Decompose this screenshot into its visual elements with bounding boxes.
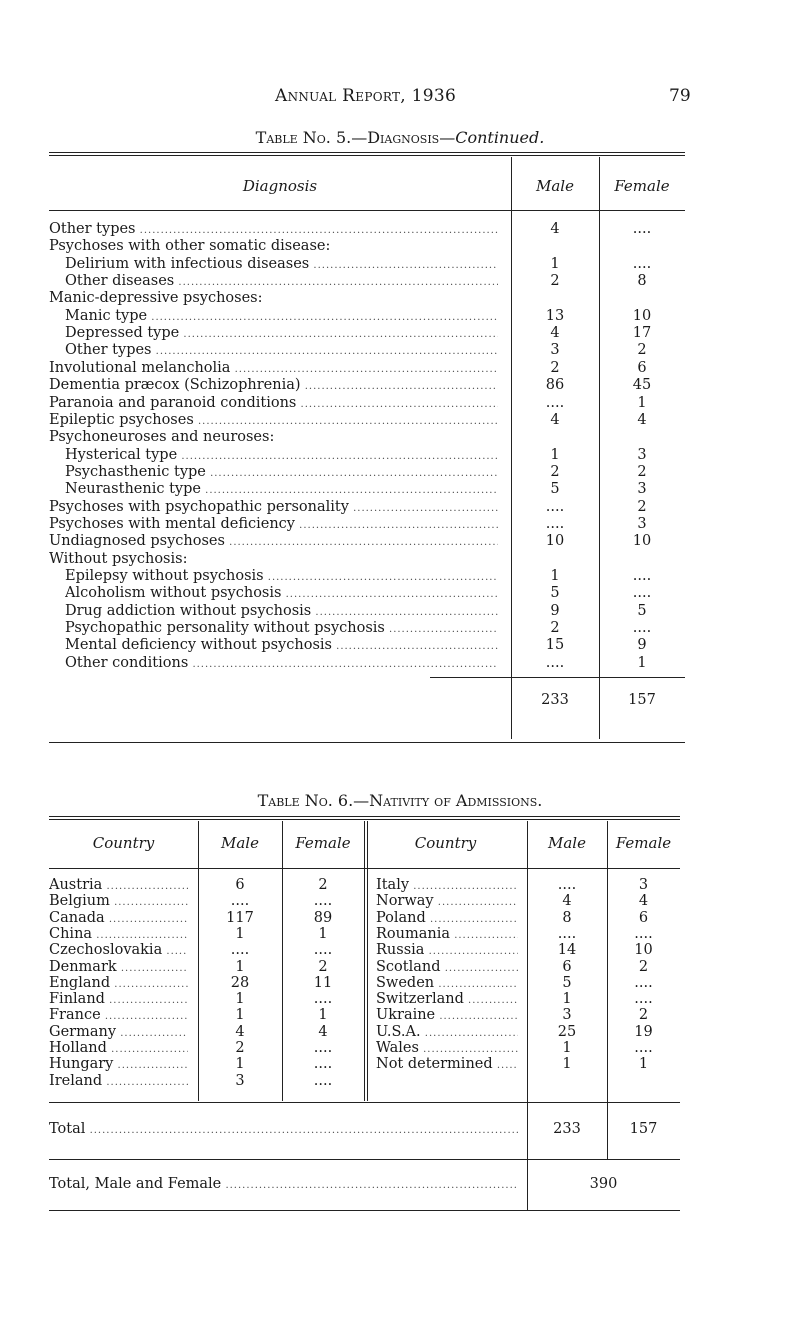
- table5-row-label: Hysterical type .....: [65, 447, 498, 465]
- table6-right-male: 5: [562, 975, 572, 991]
- table6-right-female: 2: [638, 959, 649, 975]
- table6-left-male: 6: [235, 877, 245, 893]
- table5-row-label: Epileptic psychoses .....: [49, 412, 498, 430]
- table5-row-female: 17: [632, 325, 652, 341]
- table5-caption-suffix: Continued.: [455, 128, 545, 147]
- table5-row-female: 1: [637, 395, 647, 411]
- table5-row-label: Psychopathic personality without psychosis .....: [65, 620, 498, 638]
- table5-total-rule: [430, 677, 685, 678]
- table5-top-rule: [49, 152, 685, 153]
- table6-grand-rule: [49, 1159, 680, 1160]
- table5-row-female: 2: [637, 499, 647, 515]
- table5-row-female: 3: [637, 447, 647, 463]
- table6-right-country: Not determined .....: [376, 1056, 518, 1074]
- table5-row-label: Depressed type .....: [65, 325, 498, 343]
- table5-row-male: 4: [550, 221, 560, 237]
- table6-left-male: 1: [235, 959, 245, 975]
- table5-header-diagnosis: Diagnosis: [242, 177, 318, 195]
- table6-left-country: Finland .....: [49, 991, 188, 1009]
- table6-left-male: 1: [235, 926, 245, 942]
- table6-left-male: 117: [226, 910, 254, 926]
- table5-row-male: 2: [550, 620, 560, 636]
- table5-row-label: Psychoses with psychopathic personality .....: [49, 499, 498, 517]
- table5-row-female: 2: [637, 464, 647, 480]
- table6-caption: Table No. 6.—Nativity of Admissions.: [257, 791, 543, 810]
- table6-right-female: 3: [638, 877, 649, 893]
- table6-right-male: 8: [562, 910, 572, 926]
- table6-right-country: U.S.A. .....: [376, 1024, 518, 1042]
- table6-left-country: Hungary .....: [49, 1056, 188, 1074]
- table5-row-male: ....: [545, 516, 565, 532]
- table6-left-female: ....: [313, 942, 333, 958]
- table6-left-country: Canada .....: [49, 910, 188, 928]
- table5-row-label: Psychoses with other somatic disease:: [49, 238, 331, 254]
- table6-left-country: England .....: [49, 975, 188, 993]
- table5-row-male: 9: [550, 603, 560, 619]
- table5-row-label: Manic-depressive psychoses:: [49, 290, 263, 306]
- table5-row-male: ....: [545, 499, 565, 515]
- table6-right-country: Ukraine .....: [376, 1007, 518, 1025]
- table6-left-male: 1: [235, 1007, 245, 1023]
- table6-left-country: Germany .....: [49, 1024, 188, 1042]
- table5-row-label: Other types .....: [65, 342, 498, 360]
- table5-row-male: 5: [550, 585, 560, 601]
- table5-row-label: Alcoholism without psychosis .....: [65, 585, 498, 603]
- table5-caption: [0, 128, 800, 147]
- running-head: [0, 86, 800, 110]
- table5-row-female: 6: [637, 360, 647, 376]
- table6-left-female: 2: [318, 959, 328, 975]
- table5-row-male: 3: [550, 342, 560, 358]
- table5-row-male: 15: [545, 637, 565, 653]
- table5-row-label: Involutional melancholia .....: [49, 360, 498, 378]
- table6-left-female: ....: [313, 991, 333, 1007]
- table5-row-label: Undiagnosed psychoses .....: [49, 533, 498, 551]
- table5-row-label: Drug addiction without psychosis .....: [65, 603, 498, 621]
- table6-right-female: ....: [634, 1040, 653, 1056]
- table6-header-male-left: Male: [221, 834, 259, 852]
- table6-left-country: Holland .....: [49, 1040, 188, 1058]
- table5-row-label: Other types .....: [49, 221, 498, 239]
- table6-left-country: Czechoslovakia .....: [49, 942, 188, 960]
- table6-header-country-right: Country: [414, 834, 477, 852]
- table6-right-country: Russia .....: [376, 942, 518, 960]
- table6-right-male: 1: [562, 1040, 572, 1056]
- table6-right-male: ....: [557, 926, 577, 942]
- table5-row-female: 10: [632, 308, 652, 324]
- table5-row-female: 3: [637, 481, 647, 497]
- table5-header-female: Female: [614, 177, 670, 195]
- table6-left-male: ....: [230, 942, 250, 958]
- table6-left-country: France .....: [49, 1007, 188, 1025]
- table5-row-female: 10: [632, 533, 652, 549]
- table5-total-male: 233: [541, 692, 569, 708]
- table6-left-female: ....: [313, 893, 333, 909]
- table6-left-country: Ireland .....: [49, 1073, 188, 1091]
- table5-row-male: ....: [545, 655, 565, 671]
- table5-row-male: 1: [550, 447, 560, 463]
- table6-right-country: Wales .....: [376, 1040, 518, 1058]
- table5-row-female: ....: [632, 585, 652, 601]
- table6-right-male: 14: [557, 942, 577, 958]
- table6-left-male: 3: [235, 1073, 245, 1089]
- table5-row-label: Dementia præcox (Schizophrenia) .....: [49, 377, 498, 395]
- table6-bottom-rule: [49, 1210, 680, 1211]
- table5-row-female: 9: [637, 637, 647, 653]
- table6-left-male: 2: [235, 1040, 245, 1056]
- table5-row-female: ....: [632, 221, 652, 237]
- table5-row-label: Other diseases .....: [65, 273, 498, 291]
- table6-right-country: Switzerland .....: [376, 991, 518, 1009]
- table5-row-female: 1: [637, 655, 647, 671]
- table6-right-male: 6: [562, 959, 572, 975]
- table5-row-male: 2: [550, 273, 560, 289]
- table6-right-male: 1: [562, 1056, 572, 1072]
- table6-header-female-left: Female: [295, 834, 351, 852]
- table5-row-label: Paranoia and paranoid conditions .....: [49, 395, 498, 413]
- table6-left-female: 11: [313, 975, 333, 991]
- table6-total-male: 233: [553, 1121, 581, 1137]
- table6-right-female: 2: [638, 1007, 649, 1023]
- table6-right-female: 4: [638, 893, 649, 909]
- table6-total-female: 157: [629, 1121, 658, 1137]
- table5-row-label: Other conditions .....: [65, 655, 498, 673]
- table6-header-female-right: Female: [615, 834, 672, 852]
- table5-row-male: 4: [550, 325, 560, 341]
- table6-total-rule: [49, 1102, 680, 1103]
- table6-left-female: 89: [313, 910, 333, 926]
- table6-header-country-left: Country: [92, 834, 155, 852]
- table5-total-female: 157: [628, 692, 656, 708]
- table6-right-female: 19: [634, 1024, 653, 1040]
- table6-right-female: 10: [634, 942, 653, 958]
- table5-row-male: 13: [545, 308, 565, 324]
- table5-row-female: 3: [637, 516, 647, 532]
- table5-row-female: 2: [637, 342, 647, 358]
- table6-right-country: Roumania .....: [376, 926, 518, 944]
- table5-row-female: 5: [637, 603, 647, 619]
- table6-total-label: Total .....: [49, 1121, 518, 1139]
- page-number: 79: [669, 86, 691, 106]
- table5-row-male: 4: [550, 412, 560, 428]
- table5-row-female: ....: [632, 568, 652, 584]
- table5-row-label: Psychoses with mental deficiency .....: [49, 516, 498, 534]
- table5-row-male: 86: [545, 377, 565, 393]
- table6-left-male: 4: [235, 1024, 245, 1040]
- table6-right-country: Scotland .....: [376, 959, 518, 977]
- table5-row-male: 1: [550, 568, 560, 584]
- table6-left-female: ....: [313, 1056, 333, 1072]
- table6-left-male: 1: [235, 991, 245, 1007]
- table6-left-female: ....: [313, 1073, 333, 1089]
- table6-right-male: ....: [557, 877, 577, 893]
- table6-left-female: 1: [318, 1007, 328, 1023]
- table6-left-female: 4: [318, 1024, 328, 1040]
- table5-row-male: ....: [545, 395, 565, 411]
- table5-row-label: Manic type .....: [65, 308, 498, 326]
- table6-col-divider-c: [364, 821, 365, 1101]
- table5-header-rule: [49, 210, 685, 211]
- table6-right-male: 1: [562, 991, 572, 1007]
- table5-row-female: ....: [632, 620, 652, 636]
- table5-row-label: Neurasthenic type .....: [65, 481, 498, 499]
- table6-right-female: ....: [634, 926, 653, 942]
- table6-header-male-right: Male: [548, 834, 586, 852]
- table5-row-male: 10: [545, 533, 565, 549]
- table6-left-female: ....: [313, 1040, 333, 1056]
- table6-left-female: 1: [318, 926, 328, 942]
- report-title: Annual Report, 1936: [275, 86, 457, 106]
- table5-top-rule-2: [49, 155, 685, 156]
- table5-row-female: 8: [637, 273, 647, 289]
- table5-row-label: Epilepsy without psychosis .....: [65, 568, 498, 586]
- table5-row-female: 45: [632, 377, 652, 393]
- table5-row-female: ....: [632, 256, 652, 272]
- table5-row-label: Psychoneuroses and neuroses:: [49, 429, 275, 445]
- table6-right-country: Sweden .....: [376, 975, 518, 993]
- table5-row-male: 2: [550, 360, 560, 376]
- table5-caption-prefix: Table No. 5.—Diagnosis—: [255, 128, 456, 147]
- table5-row-male: 5: [550, 481, 560, 497]
- table6-right-female: 1: [638, 1056, 649, 1072]
- table5-row-male: 2: [550, 464, 560, 480]
- table6-left-country: China .....: [49, 926, 188, 944]
- table6-right-female: ....: [634, 991, 653, 1007]
- table6-right-female: ....: [634, 975, 653, 991]
- table5-row-label: Without psychosis:: [49, 551, 188, 567]
- table6-right-country: Poland .....: [376, 910, 518, 928]
- table6-left-country: Denmark .....: [49, 959, 188, 977]
- table6-right-country: Italy .....: [376, 877, 518, 895]
- table5-row-label: Psychasthenic type .....: [65, 464, 498, 482]
- table6-top-rule: [49, 816, 680, 817]
- table6-right-female: 6: [638, 910, 649, 926]
- table5-bottom-rule: [49, 742, 685, 743]
- table6-left-country: Belgium .....: [49, 893, 188, 911]
- table6-left-male: 28: [230, 975, 250, 991]
- table6-right-male: 3: [562, 1007, 572, 1023]
- table6-right-country: Norway .....: [376, 893, 518, 911]
- table6-right-male: 25: [557, 1024, 577, 1040]
- table6-left-male: ....: [230, 893, 250, 909]
- table5-row-label: Mental deficiency without psychosis .....: [65, 637, 498, 655]
- table5-row-male: 1: [550, 256, 560, 272]
- table6-top-rule-2: [49, 819, 680, 820]
- table6-col-divider-c2: [367, 821, 368, 1101]
- table6-left-male: 1: [235, 1056, 245, 1072]
- table6-grand-total-label: Total, Male and Female .....: [49, 1176, 518, 1194]
- table6-right-male: 4: [562, 893, 572, 909]
- table5-row-label: Delirium with infectious diseases .....: [65, 256, 498, 274]
- table6-left-country: Austria .....: [49, 877, 188, 895]
- table5-header-male: Male: [536, 177, 574, 195]
- table5-row-female: 4: [637, 412, 647, 428]
- table6-left-female: 2: [318, 877, 328, 893]
- table6-grand-total-value: 390: [589, 1176, 618, 1192]
